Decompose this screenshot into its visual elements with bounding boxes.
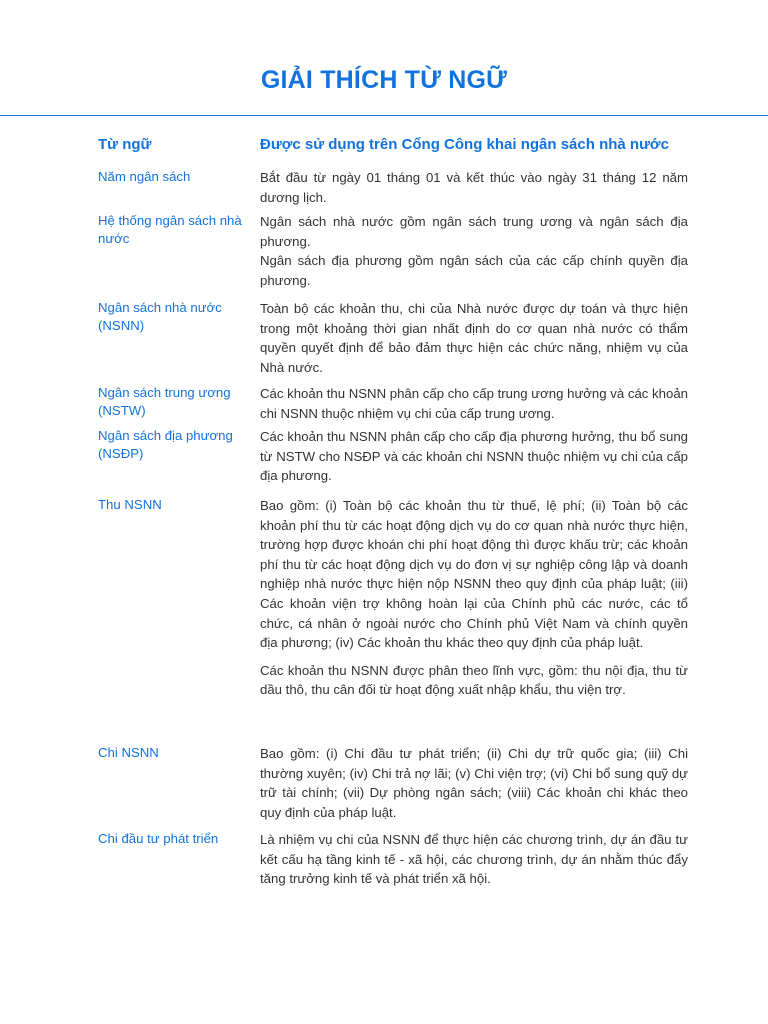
glossary-entry xyxy=(98,168,688,212)
definition-paragraph: Ngân sách địa phương gồm ngân sách của các cấp chính quyền địa phương. xyxy=(260,253,688,288)
glossary-term: Chi NSNN xyxy=(98,745,159,760)
glossary-term: Ngân sách nhà nước (NSNN) xyxy=(98,300,222,333)
glossary-definition xyxy=(260,830,688,896)
glossary-entry xyxy=(98,427,688,496)
glossary-definition xyxy=(260,384,688,427)
title-divider xyxy=(0,115,768,116)
glossary-definition xyxy=(260,168,688,212)
glossary-definition xyxy=(260,496,688,744)
glossary-table xyxy=(98,168,688,896)
definition-column-header: Được sử dụng trên Cổng Công khai ngân sách nhà nước xyxy=(260,136,669,153)
definition-paragraph: Bao gồm: (i) Chi đầu tư phát triển; (ii) Chi dự trữ quốc gia; (iii) Chi thường xuyên; (iv) Chi trả nợ lãi; (v) Chi viện trợ; (vi) Chi bổ sung quỹ dự trữ tài chính; (vii) Dự phòng ngân sách; (viii) Các khoản chi khác theo quy định của pháp luật. xyxy=(260,746,688,820)
glossary-entry xyxy=(98,830,688,896)
glossary-entry xyxy=(98,299,688,384)
glossary-term: Thu NSNN xyxy=(98,497,162,512)
definition-paragraph: Các khoản thu NSNN phân cấp cho cấp địa phương hưởng, thu bổ sung từ NSTW cho NSĐP và các khoản chi NSNN thuộc nhiệm vụ chi của cấp địa phương. xyxy=(260,429,688,484)
glossary-entry xyxy=(98,384,688,427)
page-title: GIẢI THÍCH TỪ NGỮ xyxy=(260,66,508,94)
definition-paragraph: Toàn bộ các khoản thu, chi của Nhà nước được dự toán và thực hiện trong một khoảng thời gian nhất định do cơ quan nhà nước có thẩm quyền quyết định để bảo đảm thực hiện các chức năng, nhiệm vụ của Nhà nước. xyxy=(260,301,688,375)
glossary-term: Ngân sách địa phương (NSĐP) xyxy=(98,428,233,461)
glossary-term: Chi đầu tư phát triển xyxy=(98,831,219,846)
definition-paragraph: Bao gồm: (i) Toàn bộ các khoản thu từ thuế, lệ phí; (ii) Toàn bộ các khoản phí thu từ các hoạt động dịch vụ do cơ quan nhà nước thực hiện, trường hợp được khoán chi phí hoạt động thì được khấu trừ; các khoản phí thu từ các hoạt động dịch vụ do đơn vị sự nghiệp công lập và doanh nghiệp nhà nước thực hiện nộp NSNN theo quy định của pháp luật; (iii) Các khoản viện trợ không hoàn lại của Chính phủ các nước, các tổ chức, cá nhân ở ngoài nước cho Chính phủ Việt Nam và chính quyền địa phương; (iv) Các khoản thu khác theo quy định của pháp luật. xyxy=(260,498,688,651)
glossary-entry xyxy=(98,212,688,299)
glossary-term: Năm ngân sách xyxy=(98,169,191,184)
glossary-definition xyxy=(260,744,688,830)
definition-paragraph: Là nhiệm vụ chi của NSNN để thực hiện các chương trình, dự án đầu tư kết cấu hạ tầng kinh tế - xã hội, các chương trình, dự án nhằm thúc đẩy tăng trưởng kinh tế và phát triển xã hội. xyxy=(260,832,688,887)
glossary-definition xyxy=(260,212,688,299)
glossary-entry xyxy=(98,744,688,830)
glossary-term: Ngân sách trung ương (NSTW) xyxy=(98,385,231,418)
glossary-definition xyxy=(260,299,688,384)
glossary-entry xyxy=(98,496,688,744)
glossary-definition xyxy=(260,427,688,496)
definition-paragraph: Các khoản thu NSNN phân cấp cho cấp trung ương hưởng và các khoản chi NSNN thuộc nhiệm vụ chi của cấp trung ương. xyxy=(260,386,688,421)
term-column-header: Từ ngữ xyxy=(98,136,152,153)
definition-paragraph: Bắt đầu từ ngày 01 tháng 01 và kết thúc vào ngày 31 tháng 12 năm dương lịch. xyxy=(260,170,688,205)
definition-paragraph: Các khoản thu NSNN được phân theo lĩnh vực, gồm: thu nội địa, thu từ dầu thô, thu cân đối từ hoạt động xuất nhập khẩu, thu viện trợ. xyxy=(260,662,688,698)
definition-paragraph: Ngân sách nhà nước gồm ngân sách trung ương và ngân sách địa phương. xyxy=(260,214,688,249)
glossary-term: Hệ thống ngân sách nhà nước xyxy=(98,213,242,246)
glossary-header xyxy=(98,136,688,160)
